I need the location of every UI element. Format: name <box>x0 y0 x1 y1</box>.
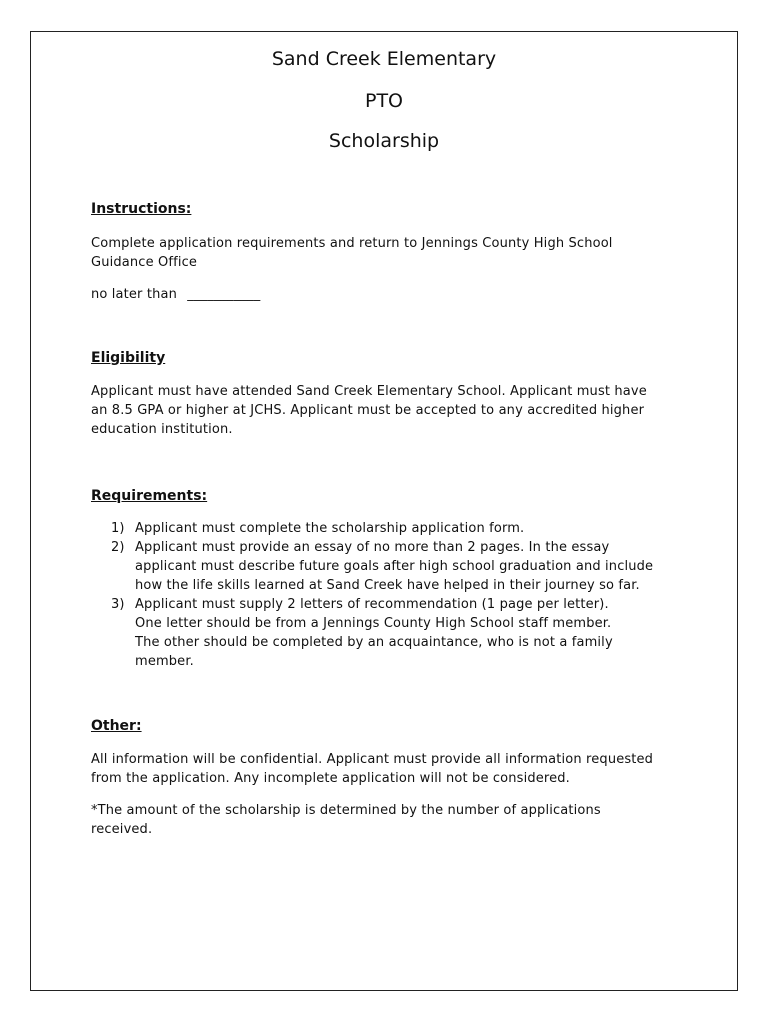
school-name: Sand Creek Elementary <box>271 48 497 70</box>
list-item-line: Applicant must provide an essay of no more than 2 pages. In the essay <box>135 540 610 555</box>
eligibility-heading: Eligibility <box>91 350 166 366</box>
list-item-number: 3) <box>111 597 125 612</box>
list-item-number: 2) <box>111 540 125 555</box>
other-line-1: All information will be confidential. Applicant must provide all information requested <box>91 752 654 767</box>
list-item <box>111 519 681 538</box>
requirements-list <box>111 519 681 671</box>
eligibility-line-3: education institution. <box>91 422 233 437</box>
note-line-1: *The amount of the scholarship is determined by the number of applications <box>91 803 601 818</box>
scholarship-note <box>91 801 681 839</box>
organization-name: PTO <box>364 90 404 112</box>
eligibility-line-2: an 8.5 GPA or higher at JCHS. Applicant must be accepted to any accredited higher <box>91 403 645 418</box>
note-line-2: received. <box>91 822 153 837</box>
list-item-line: One letter should be from a Jennings County High School staff member. <box>135 616 612 631</box>
eligibility-line-1: Applicant must have attended Sand Creek Elementary School. Applicant must have <box>91 384 647 399</box>
eligibility-text <box>91 382 681 439</box>
list-item-line: applicant must describe future goals after high school graduation and include <box>135 559 654 574</box>
list-item-line: how the life skills learned at Sand Creek have helped in their journey so far. <box>135 578 640 593</box>
instructions-line-2: Guidance Office <box>91 255 198 270</box>
deadline-label: no later than <box>91 287 177 302</box>
list-item-line: Applicant must complete the scholarship application form. <box>135 521 525 536</box>
list-item-line: member. <box>135 654 194 669</box>
instructions-heading: Instructions: <box>91 201 192 217</box>
list-item-number: 1) <box>111 521 125 536</box>
other-text <box>91 750 681 788</box>
other-line-2: from the application. Any incomplete application will not be considered. <box>91 771 570 786</box>
requirements-heading: Requirements: <box>91 488 208 504</box>
list-item-line: The other should be completed by an acquaintance, who is not a family <box>135 635 613 650</box>
document-page <box>30 31 738 991</box>
document-title: Scholarship <box>328 130 440 152</box>
list-item-line: Applicant must supply 2 letters of recommendation (1 page per letter). <box>135 597 609 612</box>
list-item <box>111 538 681 595</box>
other-heading: Other: <box>91 718 142 734</box>
instructions-text <box>91 234 681 272</box>
instructions-line-1: Complete application requirements and return to Jennings County High School <box>91 236 613 251</box>
deadline-line <box>91 285 681 304</box>
list-item <box>111 595 681 671</box>
deadline-blank: ___________ <box>187 287 261 302</box>
